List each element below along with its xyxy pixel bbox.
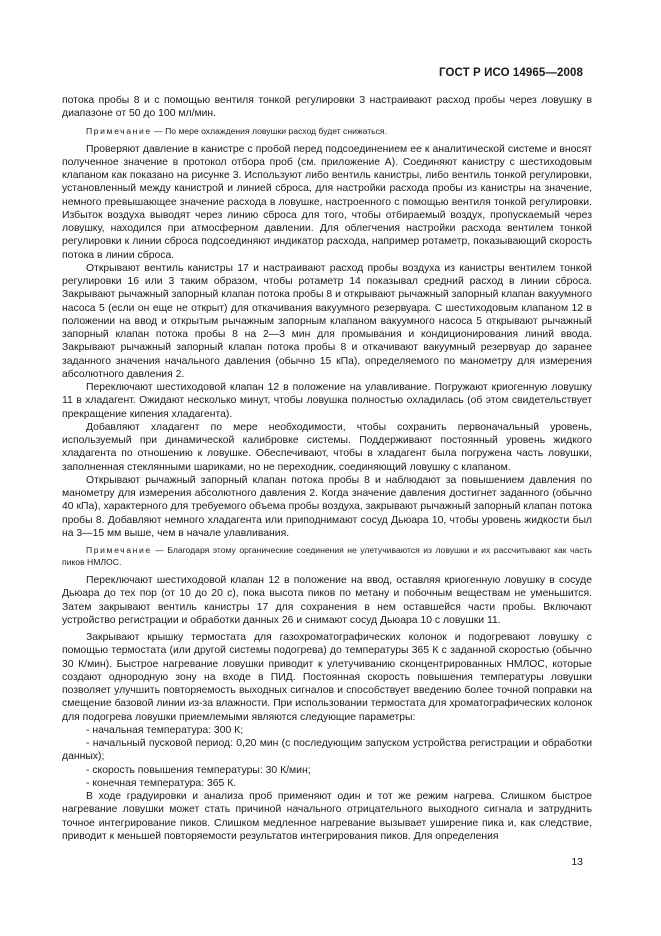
page-number: 13 — [571, 856, 583, 868]
note-text: — Благодаря этому органические соединения не улетучиваются из ловушки и их рассчитывают как часть пиков НМЛОС. — [62, 545, 592, 567]
paragraph: Добавляют хладагент по мере необходимости, чтобы сохранить первоначальный уровень, используемый при динамической калибровке системы. Поддерживают постоянный уровень жидкого хладагента по отношению к ловушке. Обеспечивают, чтобы в хладагент была погружена часть ловушки, заполненная стеклянными шариками, но не переходник, соединяющий ловушку с клапаном. — [62, 421, 592, 473]
list-item: - начальная температура: 300 К; — [86, 724, 244, 736]
paragraph: Переключают шестиходовой клапан 12 в положение на ввод, оставляя криогенную ловушку в сосуде Дьюара до тех пор (от 10 до 20 с), пока высота пиков по метану и побочным веществам не уменьшится. Затем закрывают вентиль канистры 17 для сохранения в нем оставшейся части пробы. Включают устройство регистрации и обработки данных 26 и снимают сосуд Дьюара 10 с ловушки 11. — [62, 575, 592, 626]
paragraph: потока пробы 8 и с помощью вентиля тонкой регулировки 3 настраивают расход пробы через ловушку в диапазоне от 50 до 100 мл/мин. — [62, 95, 592, 120]
list-item: - конечная температура: 365 К. — [86, 777, 237, 789]
note — [62, 125, 592, 137]
note-label: Примечание — [86, 545, 152, 555]
paragraph: Закрывают крышку термостата для газохроматографических колонок и подогревают ловушку с помощью термостата (или другой системы подогрева) до температуры 365 К с заданной скоростью (обычно 30 К/мин). Быстрое нагревание ловушки приводит к улетучиванию сконцентрированных НМЛОС, которые создают однородную зону на входе в ПИД. Постоянная скорость повышения температуры ловушки позволяет улучшить повторяемость выходных сигналов и способствует введению более точной поправки на смещение базовой линии из-за влажности. При использовании термостата для хроматографических колонок для подогрева ловушки приемлемыми являются следующие параметры: — [62, 632, 592, 723]
note — [62, 544, 592, 568]
paragraph: Открывают рычажный запорный клапан потока пробы 8 и наблюдают за повышением давления по манометру для измерения абсолютного давления 2. Когда значение давления достигнет заданного (обычно 40 кПа), характерного для требуемого объема пробы воздуха, закрывают рычажный запорный клапан потока пробы 8. Добавляют немного хладагента или приподнимают сосуд Дьюара 10, чтобы уровень жидкости был на 3—15 мм выше, чем в начале улавливания. — [62, 474, 592, 539]
list-item: - начальный пусковой период: 0,20 мин (с последующим запуском устройства регистрации и обработки данных); — [62, 738, 592, 763]
list-item: - скорость повышения температуры: 30 К/мин; — [86, 764, 311, 776]
paragraph: Переключают шестиходовой клапан 12 в положение на улавливание. Погружают криогенную ловушку 11 в хладагент. Ожидают несколько минут, чтобы ловушка полностью охладилась (об этом свидетельствует прекращение кипения хладагента). — [62, 382, 592, 420]
note-label: Примечание — [86, 125, 152, 136]
paragraph: Открывают вентиль канистры 17 и настраивают расход пробы воздуха из канистры вентилем тонкой регулировки 16 или 3 таким образом, чтобы ротаметр 14 показывал средний расход в линии сброса. Закрывают рычажный запорный клапан потока пробы 8 и открывают рычажный запорный клапан вакуумного насоса 5 (если он еще не открыт) для откачивания вакуумного резервуара. С шестиходовым клапаном 12 в положении на ввод и открытым рычажным запорным клапаном вакуумного насоса 5 открывают рычажный запорный клапан потока пробы 8 на 2—3 мин для промывания и кондиционирования линий ввода. Закрывают рычажный запорный клапан потока пробы 8 и откачивают вакуумный резервуар до заранее заданного значения начального давления (обычно 15 кПа), определяемого по манометру для измерения абсолютного давления 2. — [62, 262, 592, 380]
paragraph: В ходе градуировки и анализа проб применяют один и тот же режим нагрева. Слишком быстрое нагревание ловушки может стать причиной начального отрицательного выходного сигнала и затруднить точное интегрирование пиков. Слишком медленное нагревание вызывает уширение пика и, как следствие, приводит к меньшей повторяемости результатов интегрирования пиков. Для определения — [62, 791, 592, 842]
paragraph: Проверяют давление в канистре с пробой перед подсоединением ее к аналитической системе и вносят полученное значение в протокол отбора проб (см. приложение А). Соединяют канистру с шестиходовым клапаном как показано на рисунке 3. Используют либо вентиль канистры, либо вентиль тонкой регулировки, установленный между канистрой и линией сброса, для настройки расхода пробы из канистры на значение, немного превышающее значение расхода в ловушке, настроенного с помощью вентиля тонкой регулировки. Избыток воздуха выводят через линию сброса для того, чтобы отбираемый воздух, пропускаемый через ловушку, находился при атмосферном давлении. Для облегчения настройки расхода вентилем тонкой регулировки к линии сброса подсоединяют индикатор расхода, например ротаметр, показывающий скорость потока в линии сброса. — [62, 143, 592, 261]
note-text: — По мере охлаждения ловушки расход будет снижаться. — [154, 125, 387, 136]
document-header: ГОСТ Р ИСО 14965—2008 — [438, 67, 583, 79]
page-body — [62, 94, 592, 843]
